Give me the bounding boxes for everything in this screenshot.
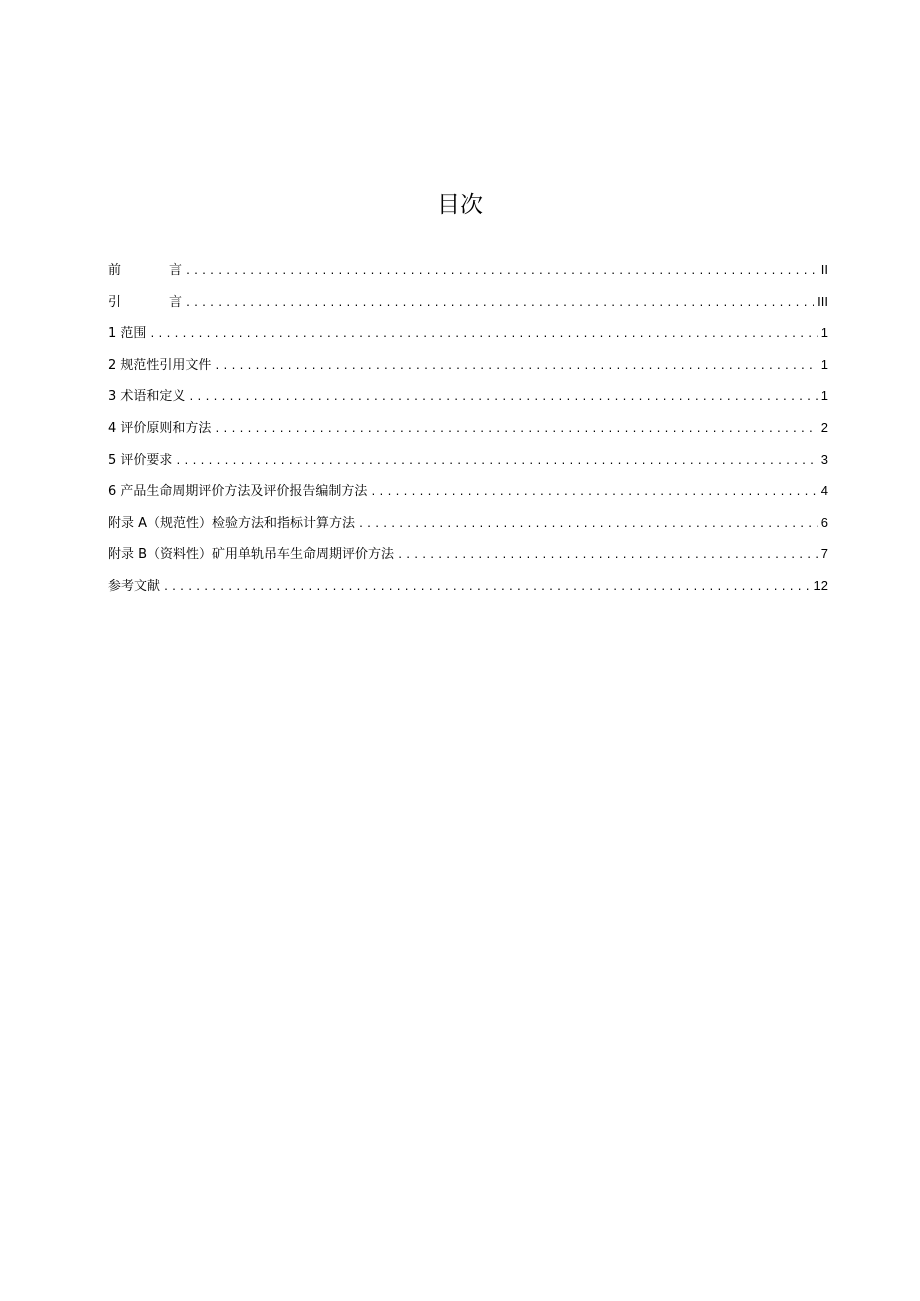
toc-entry-foreword[interactable]	[108, 258, 828, 290]
toc-entry-page: III	[817, 293, 828, 309]
toc-dot-leader	[188, 386, 817, 410]
toc-dot-leader	[163, 576, 811, 600]
toc-entry-evaluation-principles[interactable]	[108, 416, 828, 448]
toc-entry-title-char: 言	[168, 294, 182, 310]
toc-entry-title: 3 术语和定义	[108, 389, 186, 405]
toc-entry-title	[108, 259, 182, 283]
toc-dot-leader	[370, 481, 817, 505]
toc-entry-page: 1	[820, 356, 828, 372]
toc-entry-title: 4 评价原则和方法	[108, 420, 212, 436]
toc-entry-page: 4	[820, 483, 828, 499]
toc-entry-scope[interactable]	[108, 321, 828, 353]
toc-entry-bibliography[interactable]	[108, 574, 828, 606]
toc-entry-evaluation-requirements[interactable]	[108, 448, 828, 480]
toc-entry-appendix-a[interactable]	[108, 511, 828, 543]
toc-entry-title: 6 产品生命周期评价方法及评价报告编制方法	[108, 484, 368, 500]
page-title: 目次	[437, 192, 483, 218]
toc-dot-leader	[149, 323, 817, 347]
toc-dot-leader	[175, 450, 817, 474]
toc-dot-leader	[214, 355, 817, 379]
toc-entry-page: 6	[820, 514, 828, 530]
toc-entry-introduction[interactable]	[108, 290, 828, 322]
toc-entry-title-char: 引	[108, 294, 122, 310]
toc-dot-leader	[214, 418, 817, 442]
toc-entry-page: 2	[820, 419, 828, 435]
toc-entry-page: 12	[813, 577, 828, 593]
toc-entry-appendix-b[interactable]	[108, 542, 828, 574]
toc-entry-page: 1	[820, 388, 828, 404]
toc-entry-title-char: 言	[168, 263, 182, 278]
toc-entry-title: 参考文献	[108, 578, 161, 594]
toc-entry-terms-definitions[interactable]	[108, 384, 828, 416]
toc-entry-title-char: 前	[108, 263, 122, 278]
table-of-contents	[108, 258, 828, 606]
toc-entry-page: 7	[820, 546, 828, 562]
toc-dot-leader	[185, 260, 818, 284]
toc-entry-page: 1	[820, 325, 828, 341]
toc-dot-leader	[358, 513, 818, 537]
toc-dot-leader	[397, 544, 818, 568]
toc-entry-title: 附录 B（资料性）矿用单轨吊车生命周期评价方法	[108, 547, 395, 563]
toc-entry-lifecycle-method[interactable]	[108, 479, 828, 511]
toc-dot-leader	[185, 292, 814, 316]
toc-entry-title: 2 规范性引用文件	[108, 357, 212, 373]
toc-entry-title: 1 范围	[108, 326, 147, 342]
toc-entry-title: 5 评价要求	[108, 452, 173, 468]
toc-entry-page: II	[820, 262, 828, 277]
toc-entry-title	[108, 291, 182, 315]
toc-entry-normative-references[interactable]	[108, 353, 828, 385]
toc-entry-title: 附录 A（规范性）检验方法和指标计算方法	[108, 515, 356, 531]
toc-entry-page: 3	[820, 451, 828, 467]
